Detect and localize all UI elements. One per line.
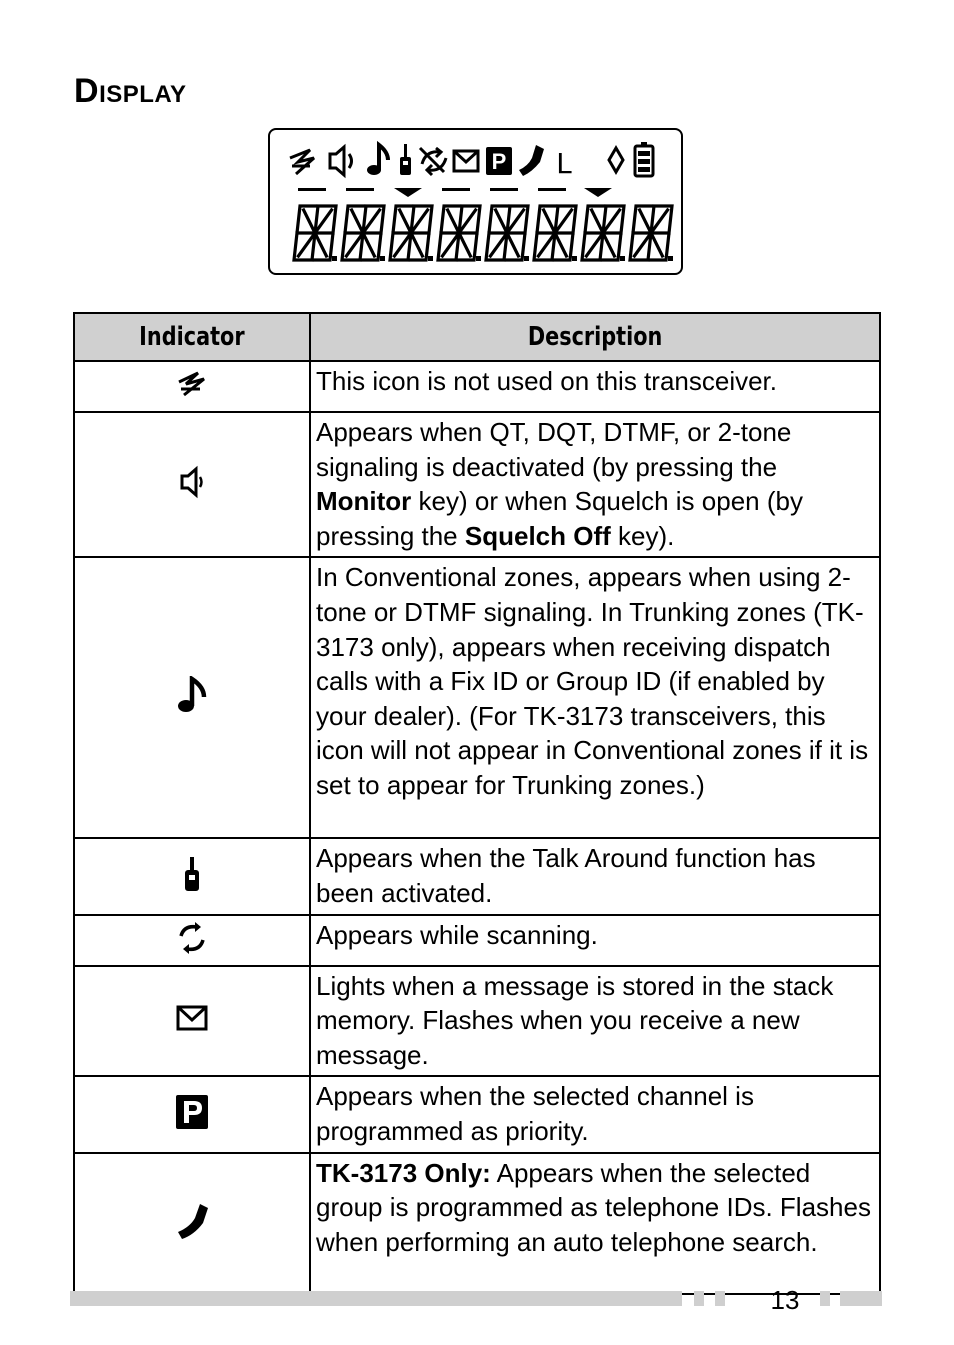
row-description: Appears when the selected channel is programmed as priority. [310,1076,880,1152]
lcd-no-use-icon [290,150,314,174]
lcd-decimal-point [668,256,673,261]
table-row [74,1076,880,1152]
row-description: Appears while scanning. [310,915,880,966]
page-footer [70,1285,882,1315]
speaker-icon [74,412,310,557]
priority-icon [74,1076,310,1152]
heading-rest: ISPLAY [99,81,187,108]
lcd-segment-char [630,206,672,260]
no-use-icon [74,361,310,412]
row-description: In Conventional zones, appears when using 2-tone or DTMF signaling. In Trunking zones (TK-3173 only), appears when receiving dispatch calls with a Fix ID or Group ID (if enabled by your dealer). (For TK-3173 transceivers, this icon will not appear in Conventional zones if it is set to appear for Trunking zones.) [310,557,880,838]
row-description: Appears when QT, DQT, DTMF, or 2-tone signaling is deactivated (by pressing the Monitor key) or when Squelch is open (by pressing the Squelch Off key). [310,412,880,557]
lcd-battery-icon [635,142,653,176]
lcd-segment-characters [294,206,673,261]
row-description: This icon is not used on this transceiver. [310,361,880,412]
indicator-table [73,312,881,1295]
lcd-decimal-point [476,256,481,261]
lcd-display-svg [270,130,681,273]
table-row [74,838,880,914]
table-row [74,361,880,412]
footer-block [715,1291,725,1306]
table-header-row [74,313,880,361]
envelope-icon [74,966,310,1077]
lcd-display-illustration [268,128,683,275]
lcd-decimal-point [572,256,577,261]
footer-block [694,1291,704,1306]
lcd-segment-char [438,206,480,260]
lcd-marker-row [298,188,612,197]
table-row [74,412,880,557]
lcd-segment-char [486,206,528,260]
lcd-decimal-point [620,256,625,261]
table-row [74,1153,880,1294]
lcd-diamond-icon [609,148,623,172]
lcd-music-note-icon [367,145,388,175]
section-heading [74,72,187,111]
lcd-segment-char [534,206,576,260]
footer-block [820,1291,830,1306]
page-number: 13 [770,1285,800,1315]
heading-initial: D [74,72,100,110]
lcd-l-indicator: L [556,147,573,180]
scan-icon [74,915,310,966]
col-description-header: Description [310,313,880,361]
lcd-envelope-icon [454,151,478,171]
footer-bar-right [840,1291,882,1306]
col-indicator-header: Indicator [74,313,310,361]
lcd-scan-icon [420,148,446,175]
lcd-decimal-point [380,256,385,261]
lcd-decimal-point [428,256,433,261]
lcd-segment-char [294,206,336,260]
lcd-telephone-icon [519,145,544,176]
table-row [74,557,880,838]
lcd-talk-around-icon [400,144,411,175]
row-description: TK-3173 Only: Appears when the selected group is programmed as telephone IDs. Flashes when performing an auto telephone search. [310,1153,880,1294]
talk-around-icon [74,838,310,914]
row-description: Lights when a message is stored in the stack memory. Flashes when you receive a new message. [310,966,880,1077]
table-row [74,915,880,966]
lcd-speaker-icon [330,147,352,175]
lcd-decimal-point [332,256,337,261]
lcd-segment-char [342,206,384,260]
lcd-segment-char [582,206,624,260]
footer-bar-left [70,1291,682,1306]
music-note-icon [74,557,310,838]
lcd-decimal-point [524,256,529,261]
lcd-priority-icon [486,147,512,175]
row-description: Appears when the Talk Around function has been activated. [310,838,880,914]
telephone-icon [74,1153,310,1294]
lcd-segment-char [390,206,432,260]
table-row [74,966,880,1077]
lcd-priority-letter: P [491,149,507,174]
